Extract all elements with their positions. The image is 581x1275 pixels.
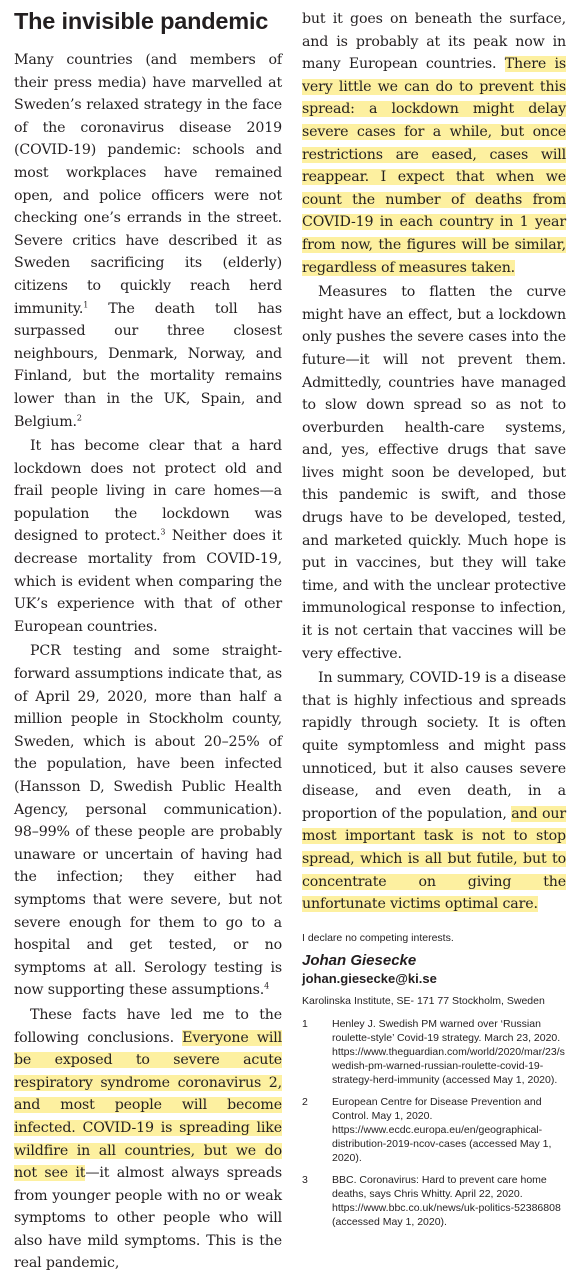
citation-2[interactable]: 2 [76,412,82,422]
p4-text-a: These facts have led me to the following conclusions. [14,1006,282,1046]
paragraph-3 [14,640,282,1002]
paragraph-4 [14,1004,282,1275]
author-name: Johan Giesecke [302,951,417,969]
p3-text: PCR testing and some straight-forward assumptions indicate that, as of April 29, 2020, more than half a million people in Stockholm county, Sweden, which is about 20–25% of the population, have been infected (Hansson D, Swedish Public Health Agency, personal communication). 98–99% of these people are probably unaware or uncertain of having had the infection; they either had symptoms that were severe, but not severe enough for them to go to a hospital and get tested, or no symptoms at all. Serology testing is now supporting these assumptions. [14,643,282,999]
citation-3[interactable]: 3 [160,527,166,537]
p2-text-a: It has become clear that a hard lockdown does not protect old and frail people living in care homes—a population the lockdown was designed to protect. [14,438,282,545]
left-column [14,0,282,1275]
highlight-2: There is very little we can do to prevent this spread: a lockdown might delay severe cases for a while, but once restrictions are eased, cases will reappear. I expect that when we count the number of deaths from COVID-19 in each country in 1 year from now, the figures will be similar, regardless of measures taken. [302,56,566,276]
competing-interests: I declare no competing interests. [302,931,454,944]
reference-number: 2 [302,1095,308,1108]
reference-text[interactable]: BBC. Coronavirus: Hard to prevent care home deaths, says Chris Whitty. April 22, 2020. https://www.bbc.co.uk/news/uk-politics-52386808 (accessed May 1, 2020). [332,1173,561,1228]
right-column [302,0,566,1237]
highlight-1: Everyone will be exposed to severe acute respiratory syndrome coronavirus 2, and most people will become infected. COVID-19 is spreading like wildfire in all countries, but we do not see it [14,1029,282,1182]
p1-text-b: The death toll has surpassed our three closest neighbours, Denmark, Norway, and Finland, but the mortality remains lower than in the UK, Spain, and Belgium. [14,300,282,430]
p5-text: but it goes on beneath the surface, and is probably at its peak now in many European countries. [302,11,566,73]
citation-1[interactable]: 1 [83,299,89,309]
citation-4[interactable]: 4 [264,981,270,991]
paragraph-2 [14,435,282,638]
paragraph-6: Measures to flatten the curve might have an effect, but a lockdown only pushes the severe cases into the future—it will not prevent them. Admittedly, countries have managed to slow down spread so as not to overburden health-care systems, and, yes, effective drugs that save lives might soon be developed, but this pandemic is swift, and those drugs have to be developed, tested, and marketed quickly. Much hope is put in vaccines, but they will take time, and with the unclear protective immunological response to infection, it is not certain that vaccines will be very effective. [302,284,566,662]
highlight-3: and our most important task is not to stop spread, which is all but futile, but to concentrate on giving the unfortunate victims optimal care. [302,805,566,913]
p7-text: In summary, COVID-19 is a disease that is highly infectious and spreads rapidly through society. It is often quite symptomless and might pass unnoticed, but it also causes severe disease, and even death, in a proportion of the population, [302,670,566,822]
reference-text[interactable]: European Centre for Disease Prevention and Control. May 1, 2020. https://www.ecdc.europa.eu/en/geographical-distribution-2019-ncov-cases (accessed May 1, 2020). [332,1095,552,1164]
paragraph-1 [14,49,282,433]
reference-text[interactable]: Henley J. Swedish PM warned over ‘Russian roulette-style’ Covid-19 strategy. March 23, 2020. https://www.theguardian.com/world/2020/mar/23/swedish-pm-warned-russian-roulette-covid-19-strategy-herd-immunity (accessed May 1, 2020). [332,1017,565,1086]
reference-number: 3 [302,1173,308,1186]
reference-item [302,1017,566,1087]
reference-list [302,1017,566,1229]
p4-text-b: —it almost always spreads from younger people with no or weak symptoms to other people who will also have mild symptoms. This is the real pandemic, [14,1165,283,1272]
reference-item [302,1173,566,1229]
author-email[interactable]: johan.giesecke@ki.se [302,970,437,986]
paragraph-7 [302,667,566,916]
affiliation: Karolinska Institute, SE- 171 77 Stockholm, Sweden [302,994,545,1007]
p1-text-a: Many countries (and members of their press media) have marvelled at Sweden’s relaxed strategy in the face of the coronavirus disease 2019 (COVID-19) pandemic: schools and most workplaces have remained open, and police officers were not checking one’s errands in the street. Severe critics have described it as Sweden sacrificing its (elderly) citizens to quickly reach herd immunity. [14,52,282,317]
p2-text-b: Neither does it decrease mortality from COVID-19, which is evident when comparing the UK’s experience with that of other European countries. [14,528,282,635]
article-title: The invisible pandemic [14,8,269,34]
reference-number: 1 [302,1017,308,1030]
paragraph-5 [302,8,566,279]
reference-item [302,1095,566,1165]
